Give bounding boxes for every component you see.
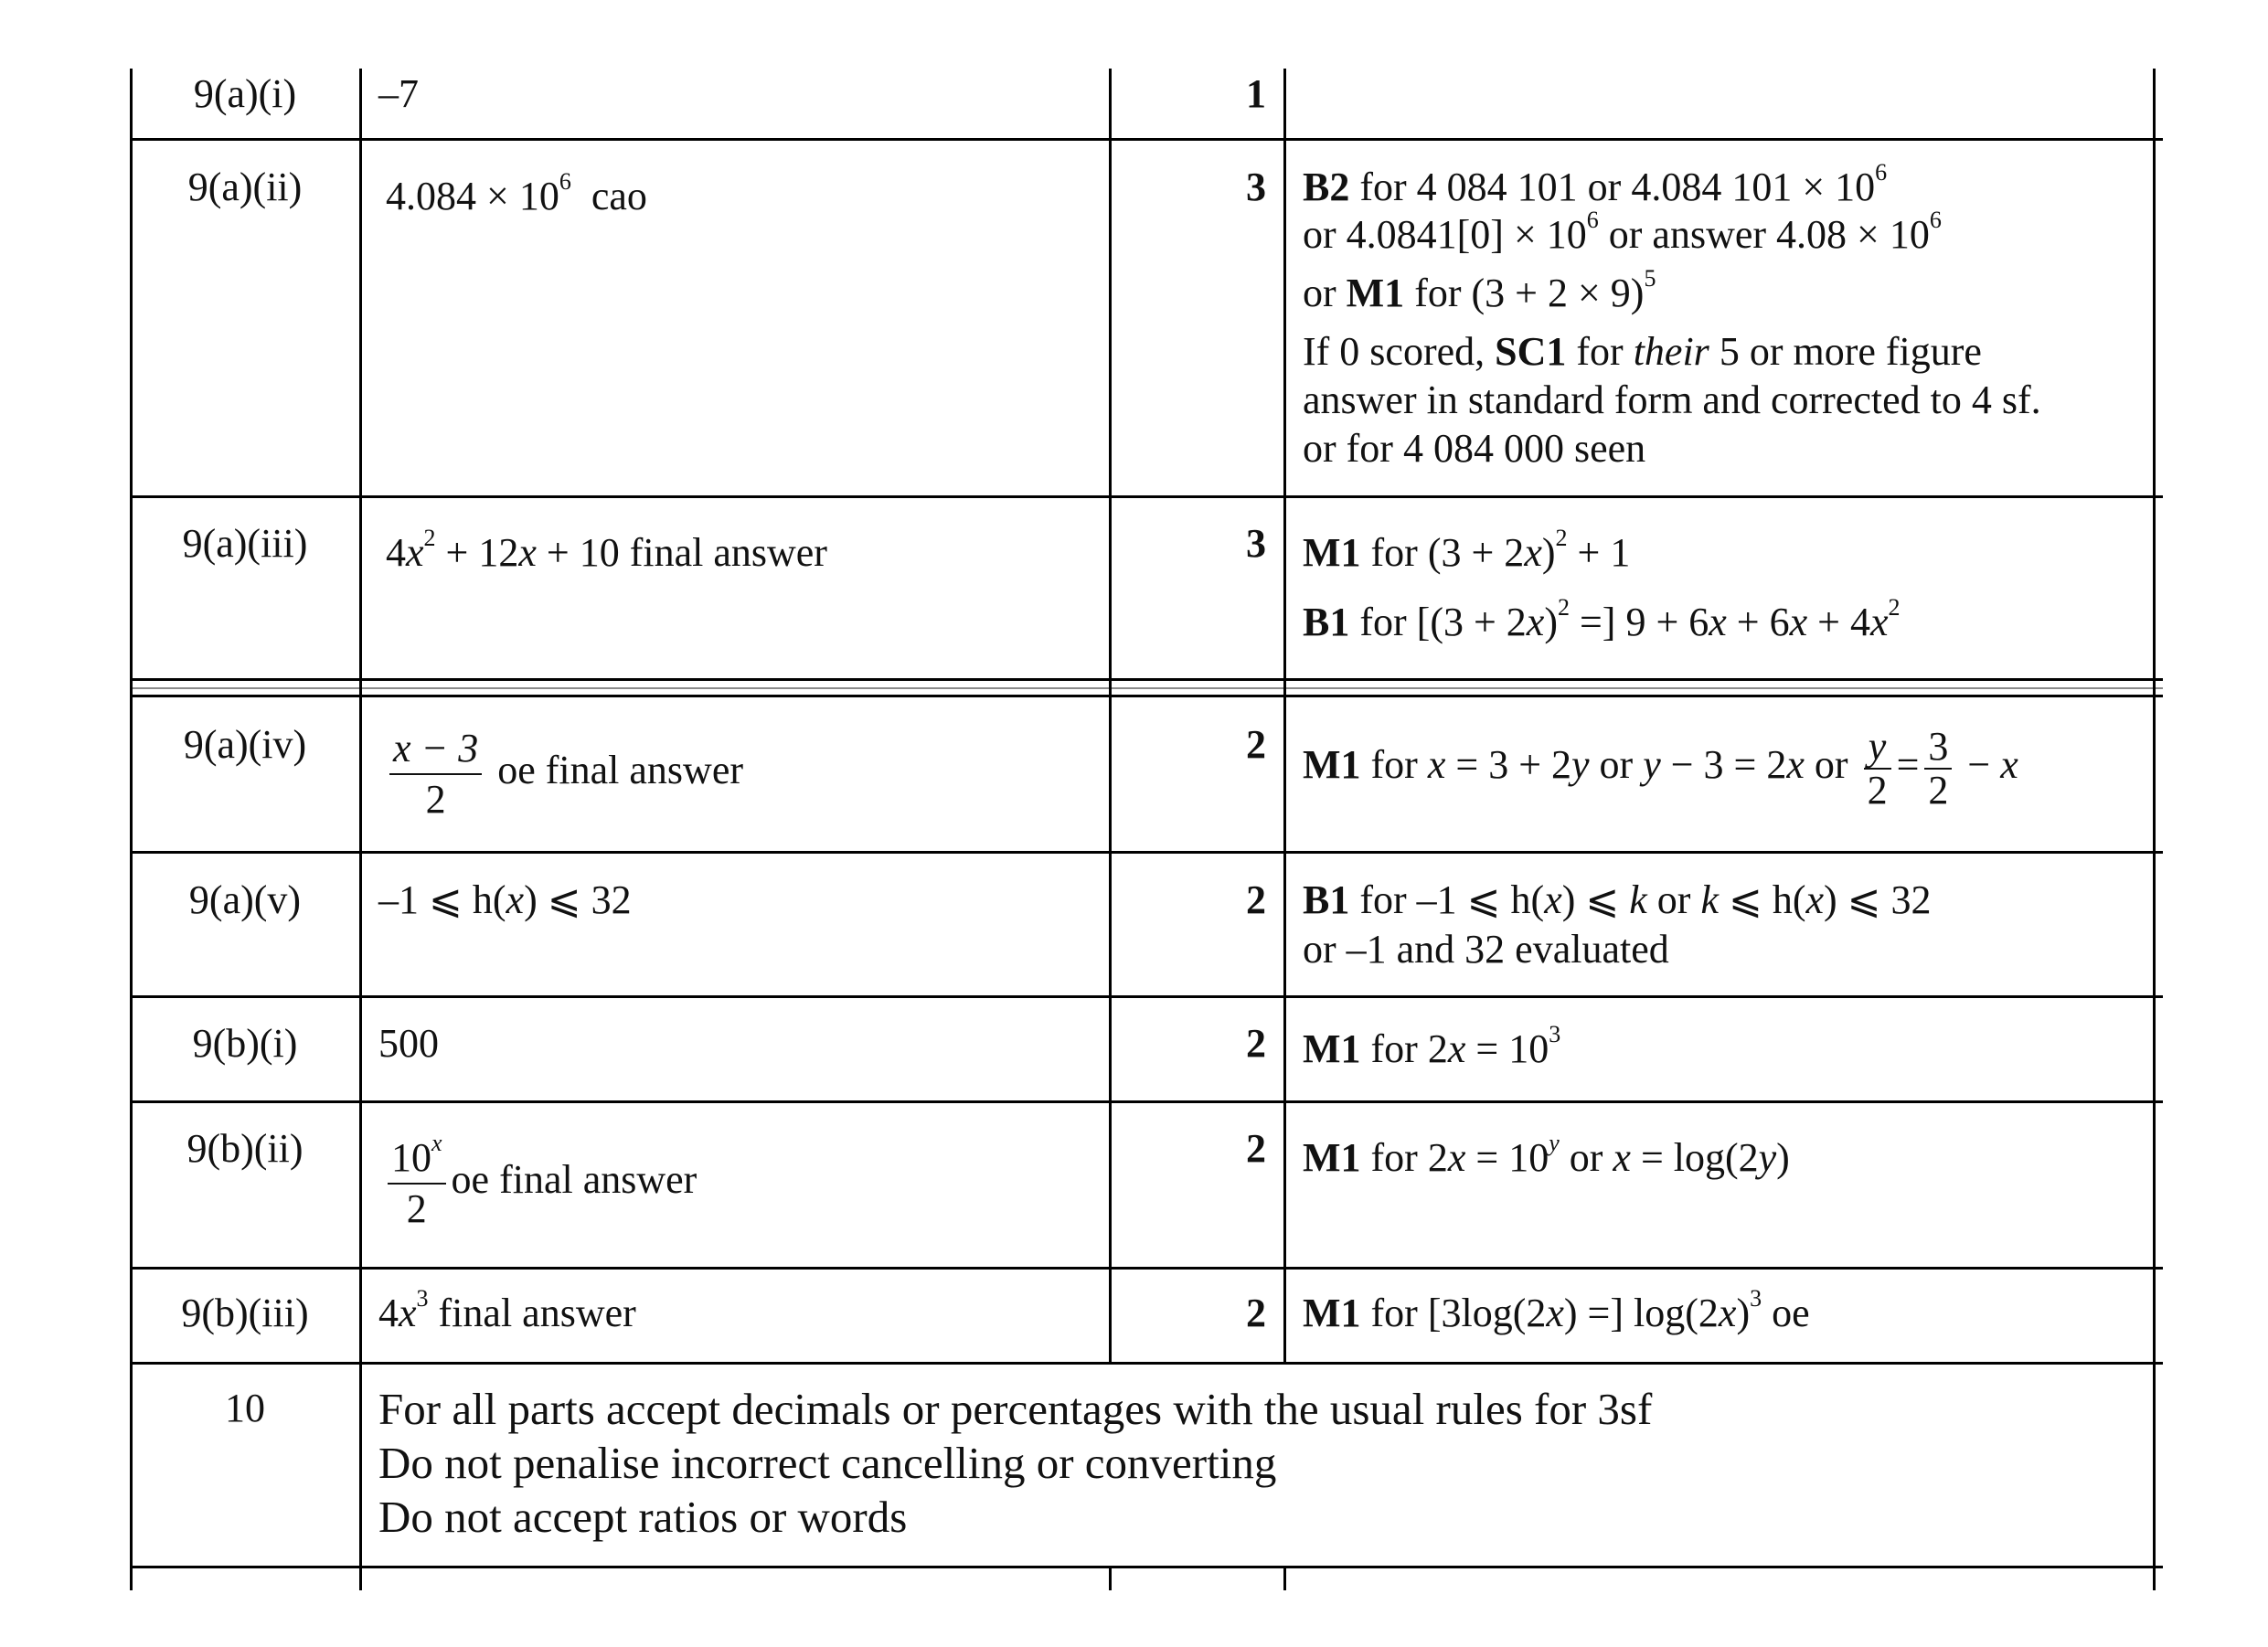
row-divider [130, 1362, 2163, 1365]
question-number: 9(a)(iii) [182, 521, 308, 566]
column-divider [1109, 69, 1112, 1362]
column-divider [2153, 69, 2156, 1590]
marks: 1 [1246, 71, 1266, 116]
column-divider [1109, 1566, 1112, 1590]
question-number: 9(a)(iv) [183, 722, 307, 767]
guidance-line: B1 for [$(3 + 2x)^2$ =] $9 + 6x + 6x + 4x^2$ [1303, 594, 1901, 644]
column-divider [130, 69, 133, 1590]
answer: –1 ⩽ h(x) ⩽ 32 [378, 877, 632, 922]
guidance-line: answer in standard form and corrected to 4 sf. [1303, 377, 2041, 422]
question-number: 9(a)(i) [193, 71, 297, 116]
general-note: Do not accept ratios or words [378, 1492, 908, 1542]
marks: 3 [1246, 521, 1266, 566]
guidance-line: B1 for –1 ⩽ h(x) ⩽ k or k ⩽ h(x) ⩽ 32 [1303, 877, 1932, 922]
guidance-line: B2 for 4 084 101 or 4.084 $101 \times 10^6$ [1303, 159, 1888, 209]
guidance-line: or –1 and 32 evaluated [1303, 927, 1669, 972]
guidance-line: M1 for x = 3 + 2y or y − 3 = 2x or $\frac{y}{2}$ = $\frac{3}{2}$ − x [1303, 724, 2018, 813]
row-divider [130, 1566, 2163, 1568]
question-number: 10 [225, 1386, 265, 1430]
row-divider [130, 495, 2163, 498]
row-divider [130, 995, 2163, 998]
answer: $4.084 \times 10^6$ cao [386, 168, 647, 218]
guidance-line: M1 for $(3 + 2x)^2 + 1$ [1303, 525, 1631, 575]
answer: $\frac{x - 3}{2}$ oe final answer [384, 724, 743, 824]
general-note: For all parts accept decimals or percentages with the usual rules for 3sf [378, 1384, 1653, 1434]
row-divider [130, 138, 2163, 141]
guidance-line: If 0 scored, SC1 for their 5 or more figure [1303, 329, 1982, 374]
row-divider [130, 851, 2163, 854]
guidance-line: or for 4 084 000 seen [1303, 426, 1646, 471]
guidance-line: M1 for $2x = 10^3$ [1303, 1021, 1561, 1071]
marks: 2 [1246, 1291, 1266, 1335]
answer: –7 [378, 71, 419, 116]
row-divider [130, 678, 2163, 681]
marks: 2 [1246, 722, 1266, 767]
question-number: 9(a)(ii) [187, 165, 303, 209]
guidance-fraction: $\frac{y}{2}$ [1864, 726, 1891, 812]
column-divider [1283, 1566, 1286, 1590]
question-number: 9(b)(iii) [181, 1291, 309, 1335]
answer: 500 [378, 1021, 439, 1066]
general-note: Do not penalise incorrect cancelling or converting [378, 1438, 1277, 1488]
row-divider [130, 695, 2163, 697]
guidance-line: M1 for [3log(2x) =] $\log(2x)^3$ oe [1303, 1285, 1810, 1335]
answer: $4x^2 + 12x + 10$ final answer [386, 525, 827, 575]
guidance-fraction: $\frac{3}{2}$ [1924, 726, 1952, 812]
answer-fraction: $\frac{x - 3}{2}$ [389, 724, 482, 824]
guidance-line: or M1 for $(3 + 2 \times 9)^5$ [1303, 265, 1656, 315]
row-divider [130, 1100, 2163, 1103]
marks: 2 [1246, 1126, 1266, 1171]
column-divider [359, 69, 362, 1590]
marks: 2 [1246, 1021, 1266, 1066]
marks: 3 [1246, 165, 1266, 209]
question-number: 9(b)(i) [192, 1021, 298, 1066]
marks: 2 [1246, 877, 1266, 922]
guidance-line: or $4.0841[0] \times 10^6$ or answer $4.08 \times 10^6$ [1303, 207, 1942, 257]
answer: $4x^3$ final answer [378, 1285, 636, 1335]
question-number: 9(b)(ii) [186, 1126, 303, 1171]
guidance-line: M1 for $2x = 10^y$ or x = log(2y) [1303, 1130, 1790, 1180]
row-divider [130, 687, 2163, 689]
row-divider [130, 1267, 2163, 1270]
question-number: 9(a)(v) [188, 877, 302, 922]
column-divider [1283, 69, 1286, 1362]
answer: $\frac{10^x}{2}$ oe final answer [382, 1133, 697, 1234]
answer-fraction: $\frac{10^x}{2}$ [388, 1133, 446, 1234]
